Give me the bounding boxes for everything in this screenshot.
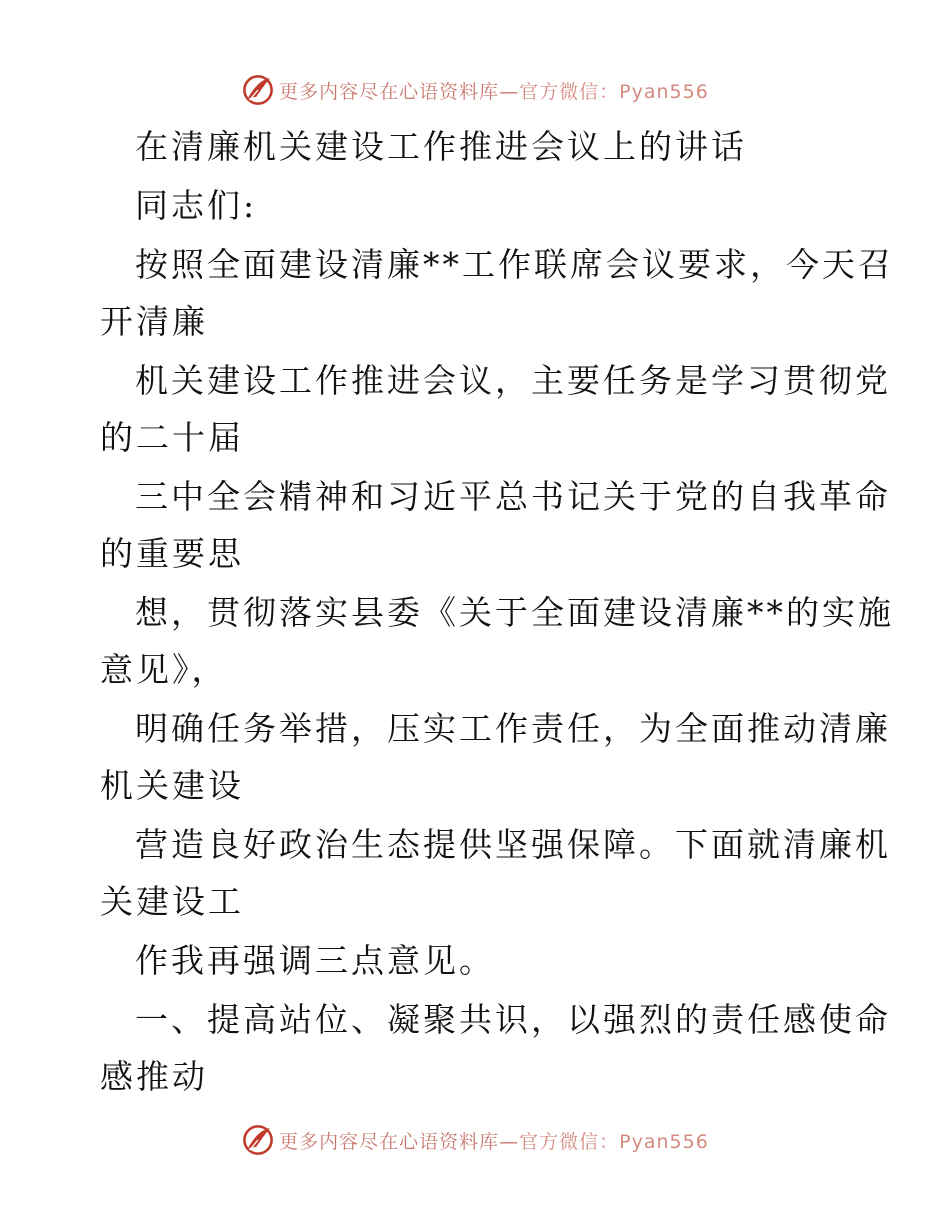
paragraph-line: 机关建设 — [100, 766, 244, 805]
paragraph-line: 作我再强调三点意见。 — [135, 941, 495, 980]
paragraph-line: 明确任务举措，压实工作责任，为全面推动清廉 — [135, 709, 891, 748]
paragraph-line: 机关建设工作推进会议，主要任务是学习贯彻党 — [135, 361, 891, 400]
watermark-brand: 更多内容尽在心语资料库 — [279, 80, 500, 103]
paragraph-line: 想，贯彻落实县委《关于全面建设清廉**的实施 — [135, 593, 894, 632]
document-greeting: 同志们: — [135, 186, 258, 225]
paragraph-line: 感推动 — [100, 1057, 208, 1096]
watermark-separator: — — [499, 1130, 520, 1153]
paragraph-line: 意见》， — [100, 650, 228, 689]
paragraph-line: 三中全会精神和习近平总书记关于党的自我革命 — [135, 477, 891, 516]
paragraph-line: 的重要思 — [100, 534, 244, 573]
footer-watermark — [0, 1120, 950, 1160]
section-heading: 一、提高站位、凝聚共识，以强烈的责任感使命 — [135, 1000, 891, 1039]
paragraph-line: 营造良好政治生态提供坚强保障。下面就清廉机 — [135, 825, 891, 864]
document-title: 在清廉机关建设工作推进会议上的讲话 — [135, 127, 747, 166]
watermark-separator: — — [499, 80, 520, 103]
paragraph-line: 的二十届 — [100, 418, 244, 457]
watermark-wechat: 官方微信：Pyan556 — [519, 80, 709, 103]
watermark-wechat: 官方微信：Pyan556 — [519, 1130, 709, 1153]
paragraph-line: 开清廉 — [100, 302, 208, 341]
paragraph-line: 关建设工 — [100, 882, 244, 921]
quill-logo-icon — [241, 1123, 275, 1157]
watermark-brand: 更多内容尽在心语资料库 — [279, 1130, 500, 1153]
paragraph-line: 按照全面建设清廉**工作联席会议要求，今天召 — [135, 245, 894, 284]
watermark-text — [279, 1127, 709, 1154]
